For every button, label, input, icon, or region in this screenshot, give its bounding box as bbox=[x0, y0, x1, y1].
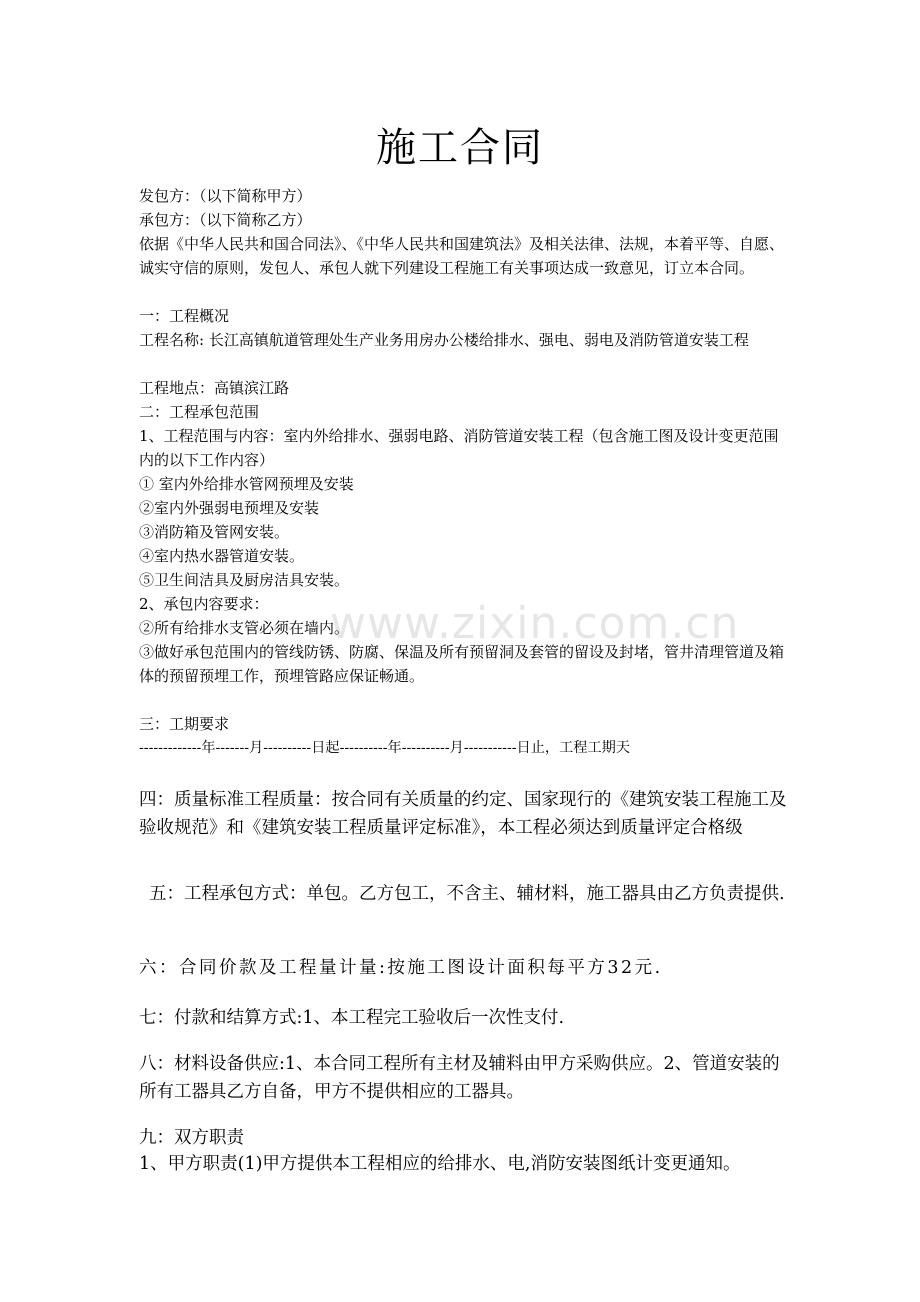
section-6-price: 六：合同价款及工程量计量:按施工图设计面积每平方32元. bbox=[139, 958, 663, 978]
party-b-line: 承包方：（以下简称乙方） bbox=[139, 211, 312, 229]
party-a-line: 发包方：（以下简称甲方） bbox=[139, 187, 312, 205]
section-7-payment: 七：付款和结算方式:1、本工程完工验收后一次性支付. bbox=[139, 1008, 565, 1028]
section-8-materials: 八：材料设备供应:1、本合同工程所有主材及辅料由甲方采购供应。2、管道安装的所有工器具乙方自备，甲方不提供相应的工器具。 bbox=[139, 1054, 780, 1102]
scope-item: ②室内外强弱电预埋及安装 bbox=[139, 499, 320, 517]
scope-paragraph: 1、工程范围与内容：室内外给排水、强弱电路、消防管道安装工程（包含施工图及设计变更范围内的以下工作内容） bbox=[139, 427, 779, 469]
section-2-heading: 二：工程承包范围 bbox=[139, 403, 260, 421]
watermark: www.zixin.com.cn bbox=[330, 598, 740, 649]
project-name: 工程名称: 长江高镇航道管理处生产业务用房办公楼给排水、强电、弱电及消防管道安装工程 bbox=[139, 331, 749, 349]
section-3-heading: 三：工期要求 bbox=[139, 715, 230, 733]
preamble-paragraph: 依据《中华人民共和国合同法》、《中华人民共和国建筑法》及相关法律、法规，本着平等、自愿、诚实守信的原则，发包人、承包人就下列建设工程施工有关事项达成一致意见，订立本合同。 bbox=[139, 235, 785, 277]
section-4-quality: 四：质量标准工程质量：按合同有关质量的约定、国家现行的《建筑安装工程施工及验收规范》和《建筑安装工程质量评定标准》，本工程必须达到质量评定合格级 bbox=[139, 790, 787, 838]
scope-item: ④室内热水器管道安装。 bbox=[139, 547, 305, 565]
section-5-contract-mode: 五：工程承包方式：单包。乙方包工，不含主、辅材料，施工器具由乙方负责提供. bbox=[149, 884, 785, 904]
requirement-item: ②所有给排水支管必须在墙内。 bbox=[139, 619, 350, 637]
section-9-party-a-duties: 1、甲方职责(1)甲方提供本工程相应的给排水、电,消防安装图纸计变更通知。 bbox=[139, 1154, 741, 1174]
section-1-heading: 一：工程概况 bbox=[139, 307, 230, 325]
scope-item: ① 室内外给排水管网预埋及安装 bbox=[139, 475, 354, 493]
document-title: 施工合同 bbox=[376, 125, 544, 171]
scope-item: ⑤卫生间洁具及厨房洁具安装。 bbox=[139, 571, 350, 589]
requirement-item: ③做好承包范围内的管线防锈、防腐、保温及所有预留洞及套管的留设及封堵，管井清理管道及箱体的预留预埋工作，预埋管路应保证畅通。 bbox=[139, 643, 785, 685]
section-9-heading: 九：双方职责 bbox=[139, 1128, 244, 1148]
project-location: 工程地点：高镇滨江路 bbox=[139, 379, 290, 397]
schedule-dates-line: -------------年-------月----------日起----------年----------月-----------日止，工程工期天 bbox=[139, 740, 631, 756]
scope-item: ③消防箱及管网安装。 bbox=[139, 523, 290, 541]
requirements-heading: 2、承包内容要求： bbox=[139, 595, 269, 613]
